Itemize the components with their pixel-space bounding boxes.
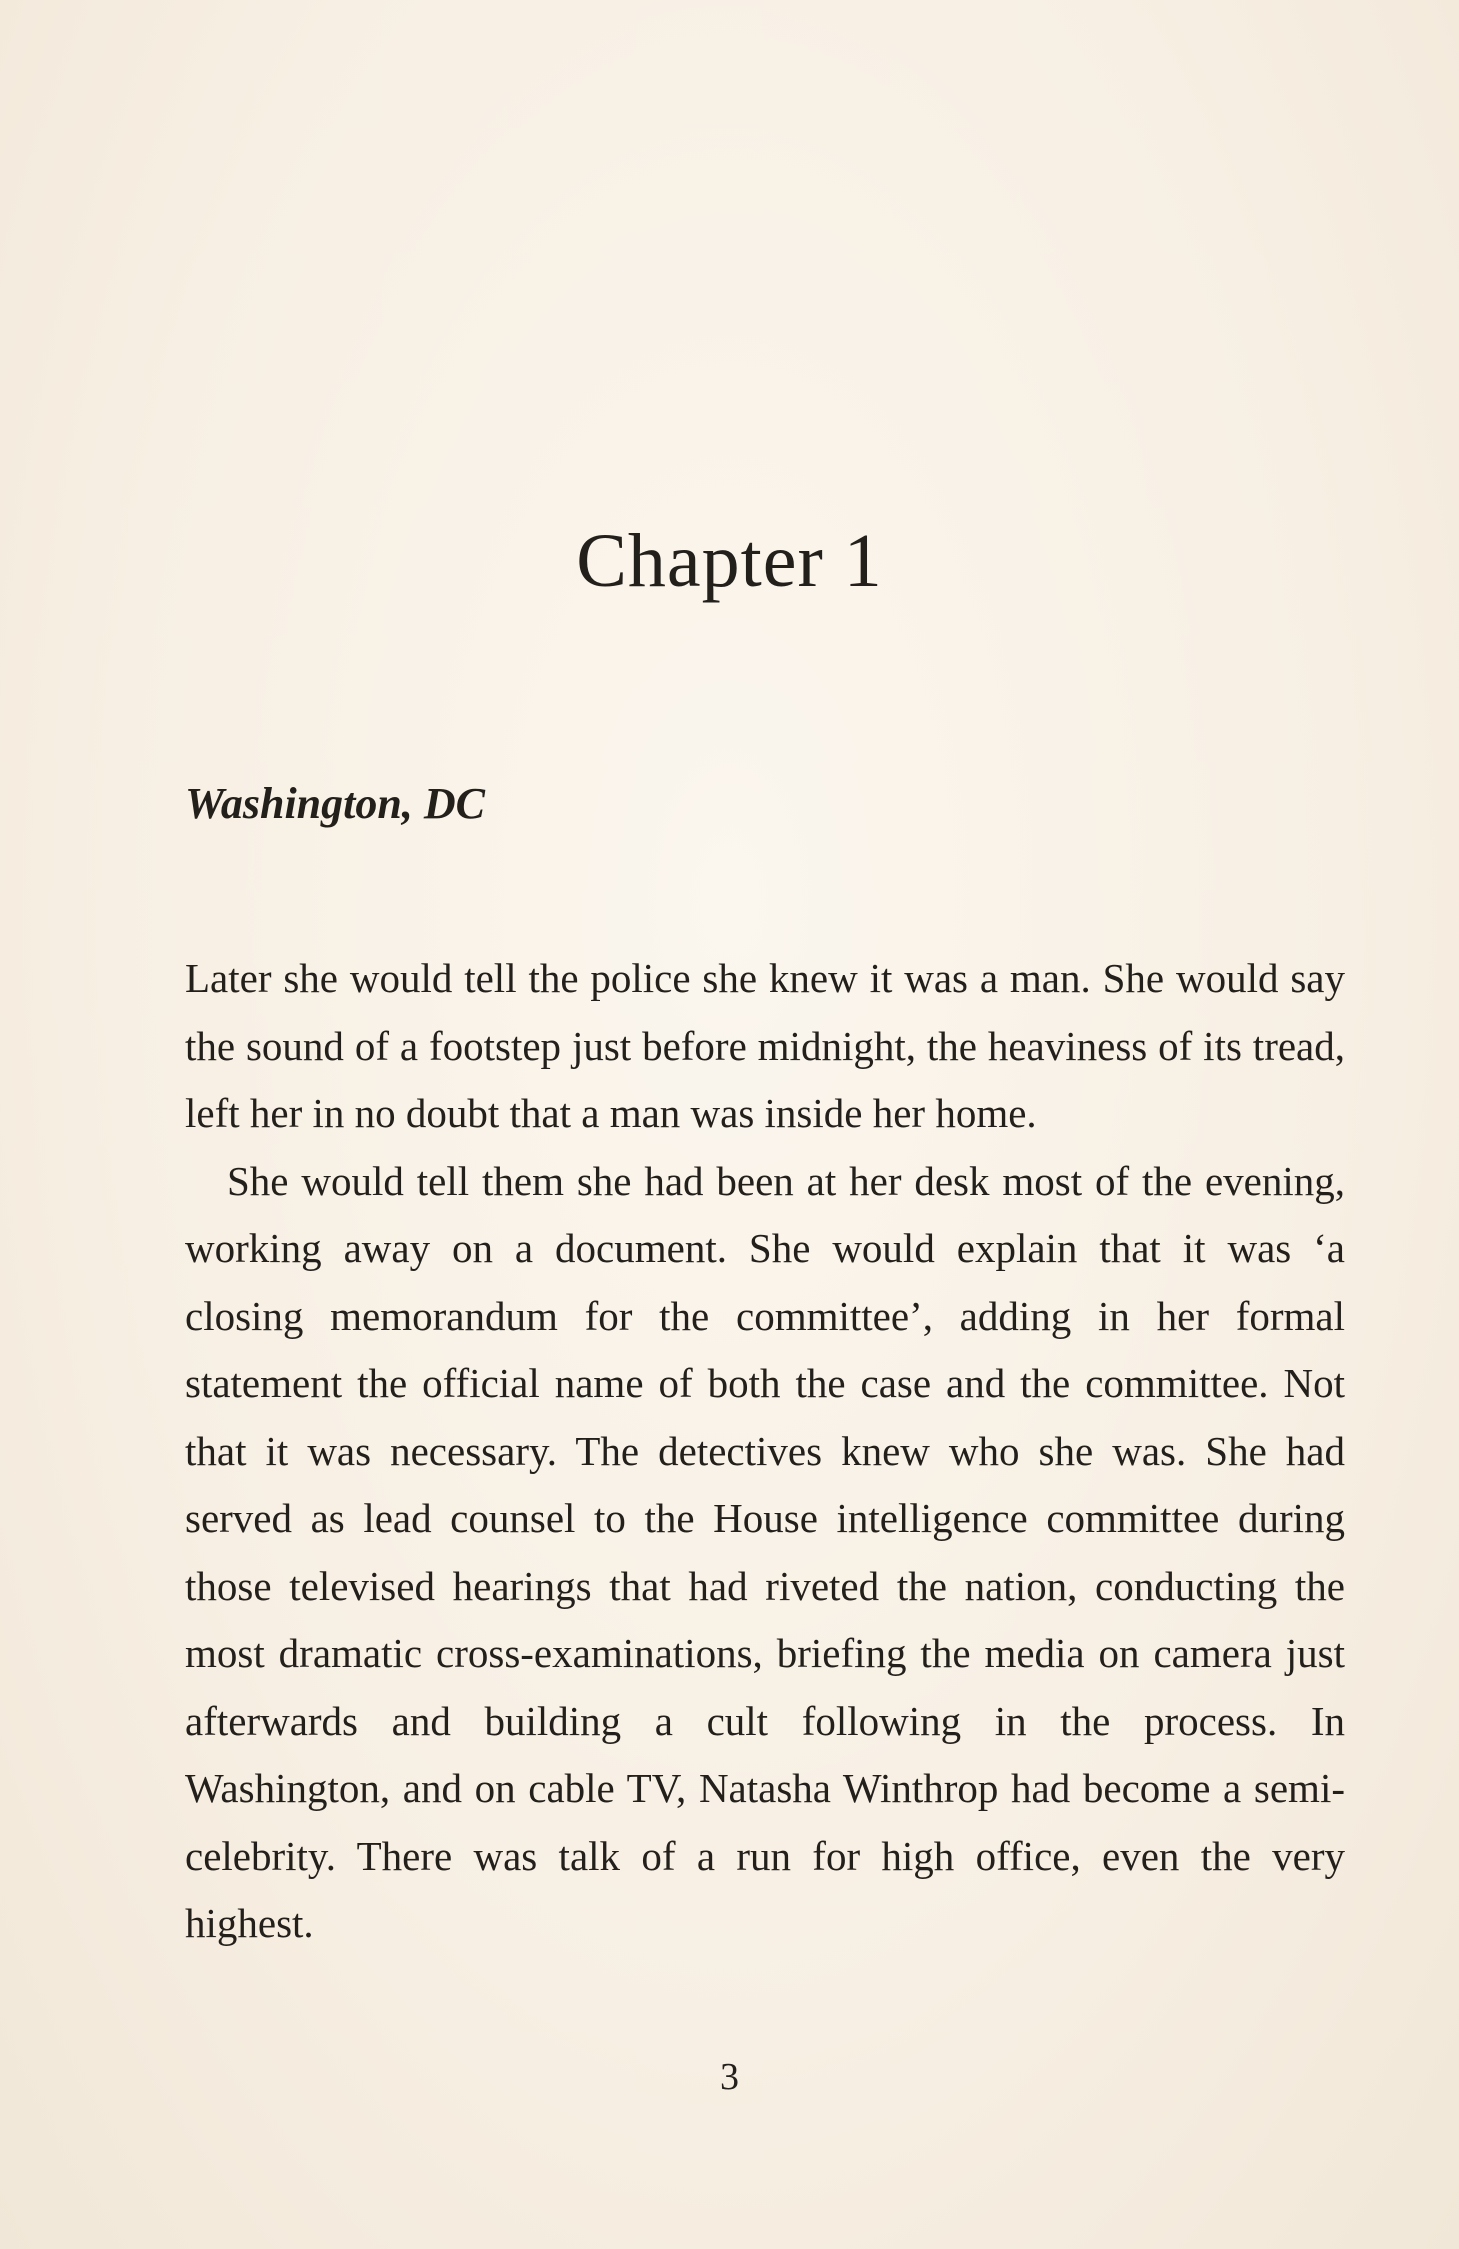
chapter-body [185,945,1345,1958]
page-number: 3 [720,2056,739,2098]
paragraph: Later she would tell the police she knew it was a man. She would say the sound of a footstep just before midnight, the heaviness of its tread, left her in no doubt that a man was inside her home. [185,955,1345,1136]
paragraph: She would tell them she had been at her desk most of the evening, working away on a document. She would explain that it was ‘a closing memorandum for the committee’, adding in her formal statement the official name of both the case and the committee. Not that it was necessary. The detectives knew who she was. She had served as lead counsel to the House intelligence committee during those televised hearings that had riveted the nation, conducting the most dramatic cross-examinations, briefing the media on camera just afterwards and building a cult following in the process. In Washington, and on cable TV, Natasha Winthrop had become a semi-celebrity. There was talk of a run for high office, even the very highest. [185,1157,1345,1946]
location-heading: Washington, DC [185,779,485,828]
chapter-title: Chapter 1 [576,519,883,603]
